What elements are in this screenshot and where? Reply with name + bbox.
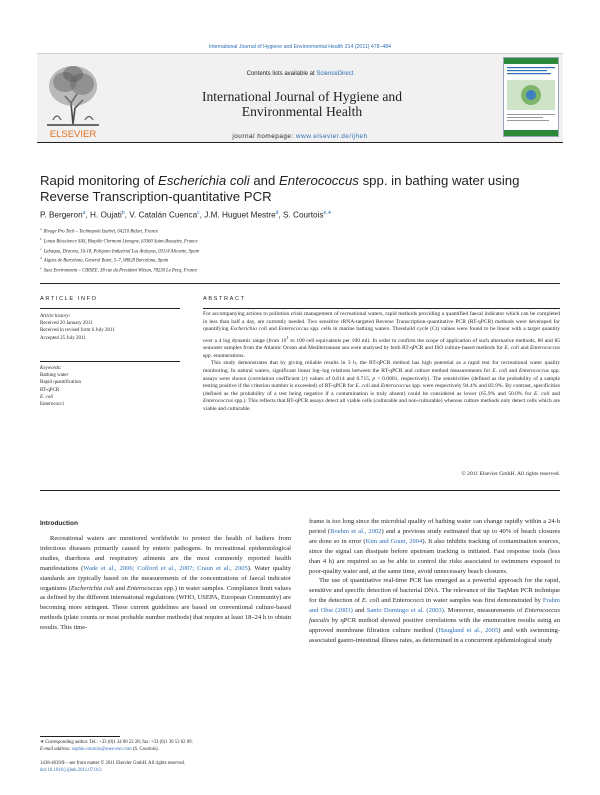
- text-run: E. coli: [361, 597, 380, 605]
- citation-link[interactable]: Santo Domingo et al. (2003): [366, 607, 444, 615]
- keyword-item: Bathing water: [40, 373, 69, 379]
- text-run: and: [352, 607, 367, 615]
- text-run: spp. were respectively 94.4% and 83.9%. By contrast, specificities (defined as the probability of a test being negative if a contamination is truly absent) could be considered as lower (65.9% and 50.0% for: [203, 383, 561, 397]
- text-run: Enterococcus: [203, 398, 233, 405]
- history-label: Article history:: [40, 314, 71, 319]
- contents-prefix: Contents lists available at: [246, 71, 317, 77]
- affiliation-text: Aigües de Barcelona, General Batet, 5–7, 08028 Barcelona, Spain: [43, 258, 169, 264]
- citation-link[interactable]: Haugland et al., 2005: [438, 626, 499, 634]
- text-run: 1: [286, 334, 289, 340]
- text-run: E. coli: [492, 368, 508, 374]
- journal-cover-thumbnail: [503, 57, 559, 137]
- affiliation-item: [40, 265, 440, 275]
- article-info-heading: ARTICLE INFO: [40, 296, 98, 302]
- text-run: and: [369, 383, 381, 390]
- copyright-notice: © 2011 Elsevier GmbH. All rights reserved.: [461, 471, 560, 477]
- title-part: and: [249, 173, 279, 188]
- citation-link[interactable]: Wade et al., 2006; Colford et al., 2007; Craun et al., 2005: [83, 564, 248, 572]
- text-run: ). Water quality standards are typically based on the measurements of the concentrations of faecal indicator organisms (: [40, 564, 291, 592]
- homepage-label: journal homepage:: [232, 133, 297, 140]
- affiliation-text: Rivage Pro Tech – Technopole Izarbel, 64210 Bidart, France: [43, 229, 159, 235]
- footnote-divider: [40, 736, 120, 737]
- keyword-item: Rapid quantification: [40, 380, 81, 386]
- citation-link[interactable]: Boehm et al., 2002: [330, 527, 382, 535]
- history-item: Received 20 January 2011: [40, 321, 93, 327]
- body-paragraph: [40, 534, 291, 633]
- text-run: r: [303, 375, 306, 382]
- text-run: and: [519, 345, 530, 352]
- cover-art-icon: [504, 58, 558, 136]
- abstract-paragraph: [203, 311, 560, 360]
- text-run: E. coli: [533, 390, 550, 397]
- text-run: frame is too long since the microbial quality of bathing water can change rapidly within a 24-h period (: [309, 518, 560, 535]
- journal-masthead: [37, 53, 563, 143]
- author-affil[interactable]: c: [197, 210, 200, 216]
- text-run: Escherichia coli: [230, 326, 267, 333]
- text-run: spp. enumerations.: [203, 352, 245, 359]
- doi-link[interactable]: doi:10.1016/j.ijheh.2011.07.013: [40, 768, 102, 774]
- journal-homepage: [37, 133, 563, 140]
- citation-link[interactable]: Frahm and Obst (2003): [309, 597, 560, 615]
- text-run: ) and a previous study estimated that up to 40% of beach closures are done so in error (: [309, 527, 560, 545]
- text-run: ) values of 0.814 and 0.715,: [305, 375, 373, 382]
- history-item: Accepted 25 July 2011: [40, 335, 86, 341]
- section-heading: Introduction: [40, 520, 78, 527]
- keyword-item: E. coli: [40, 394, 54, 400]
- text-run: Enterococcus: [126, 584, 163, 592]
- text-run: spp. cells in marine bathing waters. Threshold cycle (Ct) values were found to be linear with a target quantity over a 4 log dynamic range (from 10: [203, 326, 560, 344]
- abstract-divider: [203, 308, 560, 309]
- abstract-bottom-divider: [40, 490, 560, 491]
- issn-line: 1438-4639/$ – see front matter © 2011 Elsevier GmbH. All rights reserved.: [40, 761, 186, 766]
- text-run: ) and with swimming-associated gastro-intestinal illness rates, as determined in a concurrent epidemiological study: [309, 626, 560, 644]
- affiliations: [40, 226, 440, 275]
- title-part: Rapid monitoring of: [40, 173, 159, 188]
- email-label: E-mail address:: [40, 747, 72, 753]
- body-column-left: [40, 534, 291, 633]
- email-link[interactable]: sophie.courtois@suez-env.com: [71, 747, 132, 753]
- author-name: V. Catalán Cuenca: [129, 210, 198, 220]
- corresponding-author-footnote: [40, 739, 291, 753]
- keyword-item: RT-qPCR: [40, 387, 60, 393]
- text-run: and Enterococci in water samples was first demonstrated by: [379, 597, 543, 605]
- author-affil[interactable]: d: [275, 210, 279, 216]
- abstract-heading: ABSTRACT: [203, 296, 246, 302]
- article-history: [40, 313, 180, 342]
- contents-line: [37, 71, 563, 77]
- text-run: ). It also inhibits tracking of contamination sources, since the signal can dissipate before upstream tracking is initiated. Fast response tools (less than 4 h) are required so as be able to control the risks associated to swimmers exposed to poor-quality water and, at the same time, avoid unnecessary beach closures.: [309, 537, 561, 575]
- affiliation-text: Lonza Bioscience SAS, Biopôle Clermont Limagne, 63360 Saint-Beauzire, France: [43, 239, 198, 245]
- text-run: Enterococcus: [519, 368, 549, 374]
- email-suffix: (S. Courtois).: [131, 747, 159, 753]
- paper-title: [40, 173, 570, 204]
- keywords-divider: [40, 361, 180, 362]
- article-info-divider: [40, 308, 180, 309]
- author-affil[interactable]: a: [82, 210, 86, 216]
- publisher-name: ELSEVIER: [49, 129, 97, 140]
- text-run: E. coli: [355, 383, 370, 390]
- affiliation-marker: c: [40, 246, 42, 251]
- text-run: and: [113, 584, 127, 592]
- author-name: P. Bergeron: [40, 210, 83, 220]
- text-run: E. coli: [504, 345, 519, 352]
- affiliation-marker: d: [40, 256, 42, 261]
- body-column-right: [309, 517, 560, 646]
- text-run: This study demonstrates that by giving reliable results in 3 h, the RT-qPCR method has high potential as a rapid test for recreational water quality monitoring. In natural waters, significant linear log–log relations between the RT-qPCR and culture method measurements for: [203, 360, 560, 374]
- author-list: P. Bergeron$^a$, H. Oujati$^b$, V. Catalán Cuenca$^c$, J.M. Huguet Mestre$^d$, S. Courtois$^{e,∗}$: [40, 210, 332, 220]
- text-run: Enterococcus faecalis: [309, 607, 560, 625]
- homepage-link[interactable]: www.elsevier.de/ijheh: [296, 133, 368, 140]
- affiliation-text: Suez Environment – CIRSEE, 38 rue du President Wilson, 78230 Le Pecq, France: [43, 268, 198, 274]
- title-part: spp. in bathing water using Reverse Transcription-quantitative PCR: [40, 173, 520, 204]
- text-run: Recreational waters are monitored worldwide to protect the health of bathers from infectious diseases primarily caused by enteric pathogens. In recreational epidemiological studies, diarrhoea and respiratory ailments are the most commonly reported health manifestations (: [40, 535, 291, 572]
- author-name: S. Courtois: [283, 210, 324, 220]
- author-affil[interactable]: b: [121, 210, 125, 216]
- affiliation-item: [40, 226, 440, 236]
- text-run: The use of quantitative real-time PCR has emerged as a powerful approach for the rapid, sensitive and specific detection of bacterial DNA. The relevance of the TaqMan PCR technique for the detection of: [309, 577, 560, 605]
- text-run: to 100 cell equivalents per 100 ml). In order to confirm the scope of application of such alternative methods, 80 and 85 seawater samples from the Atlantic Ocean and Mediterranean sea were analysed by both RT-qPCR and ISO culture-based methods for: [203, 337, 560, 352]
- title-part: Escherichia coli: [158, 173, 250, 188]
- text-run: Enterococcus: [530, 345, 560, 352]
- title-part: Enterococcus: [279, 173, 359, 188]
- text-run: Enterococcus: [380, 383, 411, 390]
- text-run: and: [266, 326, 279, 333]
- affiliation-marker: b: [40, 236, 42, 241]
- text-run: Enterococcus: [278, 326, 309, 333]
- author-name: J.M. Huguet Mestre: [204, 210, 276, 220]
- text-run: p: [372, 375, 376, 382]
- affiliation-item: [40, 246, 440, 256]
- body-paragraph: [309, 576, 560, 645]
- journal-reference[interactable]: International Journal of Hygiene and Environmental Health 214 (2011) 478–484: [208, 44, 392, 50]
- author-affil[interactable]: e,∗: [323, 210, 332, 216]
- header-divider: [40, 283, 560, 284]
- affiliation-item: [40, 255, 440, 265]
- affiliation-item: [40, 236, 440, 246]
- text-run: spp. assays were shown (correlation coefficient (: [203, 368, 560, 382]
- text-run: by qPCR method showed positive correlations with the enumeration results using an approved membrane filtration culture method (: [309, 617, 560, 634]
- text-run: and: [507, 368, 520, 374]
- corresponding-line: ∗ Corresponding author. Tel.: +33 (0)1 34 80 22 28; fax: +33 (0)1 30 53 62 09.: [40, 740, 193, 745]
- journal-title: International Journal of Hygiene and Environmental Health: [201, 89, 403, 119]
- keywords: [40, 365, 180, 408]
- citation-link[interactable]: Kim and Grant, 2004: [365, 537, 423, 545]
- body-paragraph: [309, 517, 560, 576]
- text-run: . Moreover, measurements of: [443, 607, 525, 615]
- issn-doi-block: [40, 760, 291, 774]
- affiliation-marker: e: [40, 266, 42, 271]
- text-run: Escherichia coli: [70, 584, 114, 592]
- abstract-paragraph: [203, 360, 560, 413]
- abstract-body: [203, 311, 560, 414]
- text-run: spp.). This reflects that RT-qPCR assays detect all viable cells (culturable and non-culturable) whereas culture methods only detect cells which are viable and culturable.: [203, 398, 560, 412]
- affiliation-text: Labaqua, Dracma, 16-18, Polígono Industrial Las Atalayas, 03114 Alicante, Spain: [43, 249, 200, 255]
- keyword-item: Enterococci: [40, 402, 64, 408]
- affiliation-marker: a: [40, 227, 42, 231]
- text-run: For accompanying actions to pollution crisis management of recreational waters, rapid methods providing a quantified faecal indicator which can be completed in less than half a day, are currently needed. Two sensitive rRNA-targeted Reverse Transcription-quantitative PCR (RT-qPCR) methods were developed for quantifying: [203, 311, 560, 333]
- text-run: and: [549, 390, 560, 397]
- author-name: H. Oujati: [89, 210, 122, 220]
- keywords-label: Keywords:: [40, 366, 62, 371]
- sciencedirect-link[interactable]: ScienceDirect: [316, 71, 354, 77]
- text-run: < 0.0001, respectively). The sensitivities (defined as the probability of a sample testing positive if the criterion number is exceeded) of RT-qPCR for: [203, 375, 560, 390]
- history-item: Received in revised form 6 July 2011: [40, 328, 115, 334]
- text-run: spp.) in water samples. Compliance limit values as defined by the different international regulations (WHO, USEPA, European Community) are becoming more stringent. These current guidelines are based on conventional culture-based methods (plate counts or most probable number methods) that require at least 18–24 h to obtain results. This time-: [40, 584, 291, 632]
